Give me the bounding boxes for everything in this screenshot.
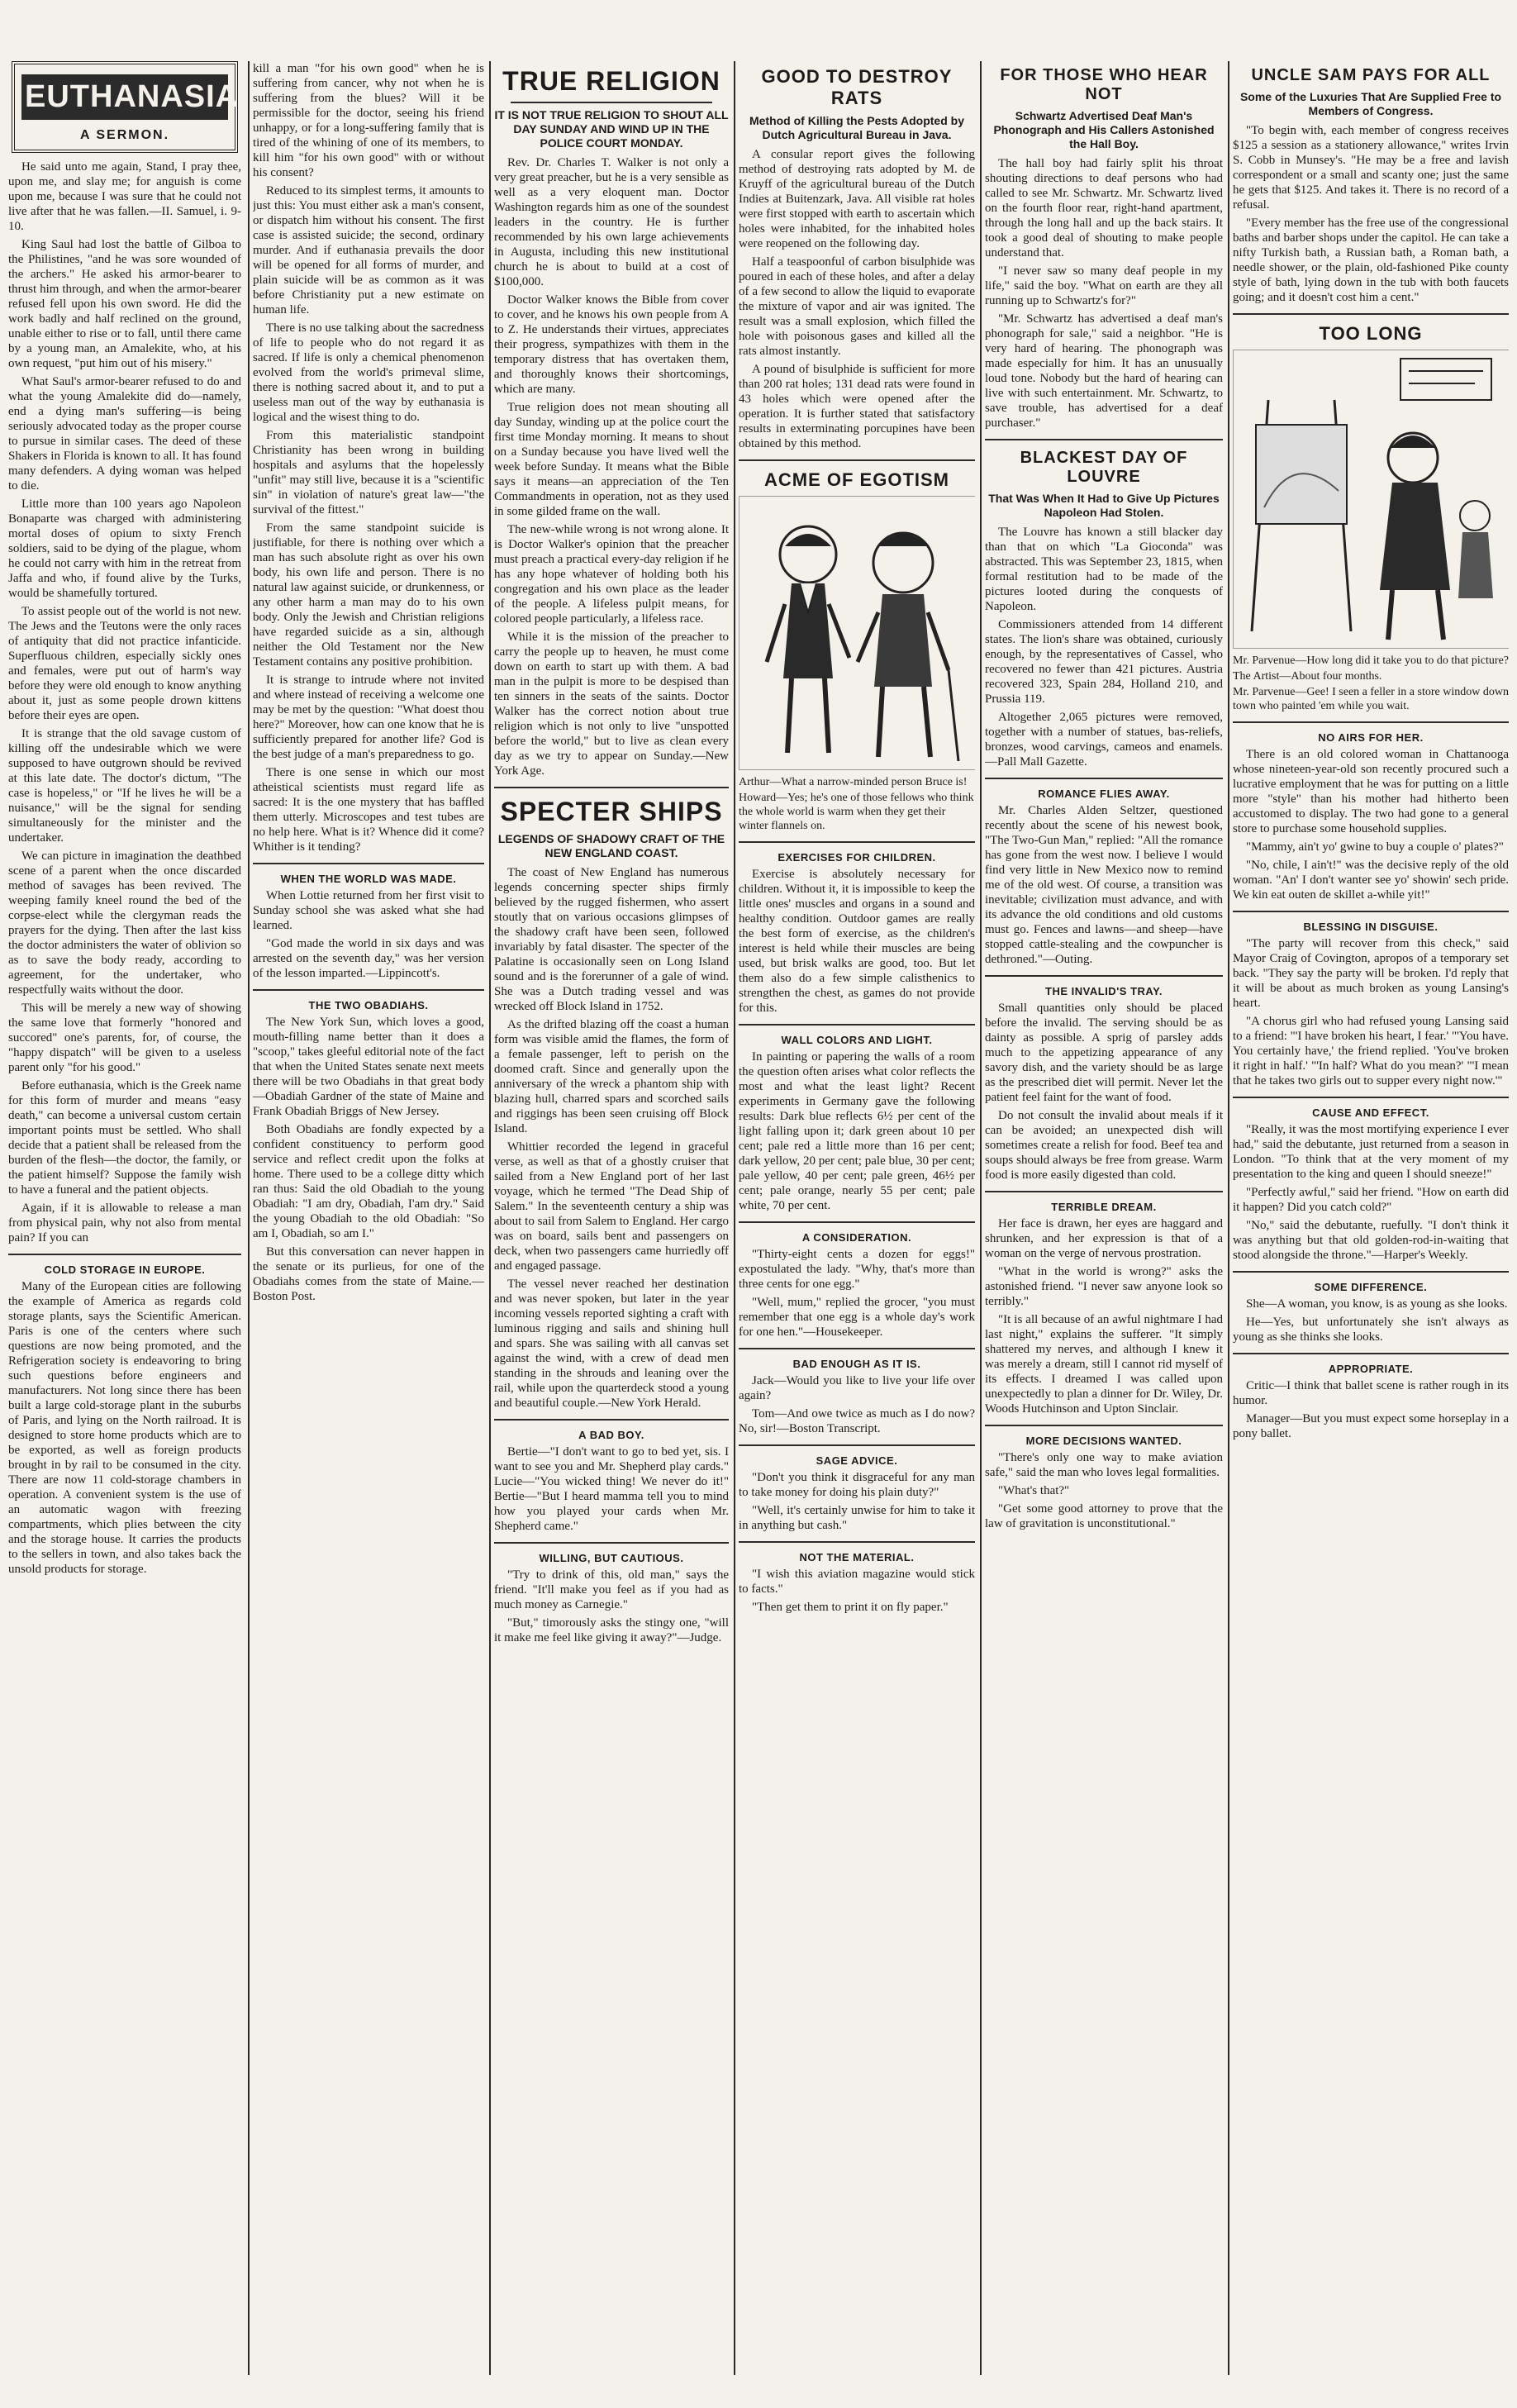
article-paragraph: To assist people out of the world is not new. The Jews and the Teutons were the only races of antiquity that did not practice infanticide. Superfluous children, especially sickly ones and females, were put out of harm's way before they were old enough to know anything about it, just as some people drown kittens before their eyes are open.	[8, 605, 241, 722]
section-divider	[511, 102, 712, 103]
section-divider	[739, 1541, 975, 1543]
romance-heading: ROMANCE FLIES AWAY.	[1038, 788, 1170, 800]
article-paragraph: There is an old colored woman in Chattanooga whose nineteen-year-old son recently procured such a lucrative employment that he was for putting on a little more "style" than his mother had hitherto been accustomed to display. The two had gone to a general store to purchase some household supplies.	[1233, 748, 1509, 835]
cartoon-caption: Howard—Yes; he's one of those fellows who think the whole world is warm when they get their winter flannels on.	[739, 792, 974, 832]
section-divider	[253, 989, 484, 991]
column-4	[739, 61, 975, 2391]
article-paragraph: "Mr. Schwartz has advertised a deaf man's phonograph for sale," said a neighbor. "He is very hard of hearing. The phonograph was made especially for him. It has an unusually loud tone. Nobody but the hard of hearing can live with such entertainment. Mr. Schwartz, to save trouble, has advertised for a deaf purchaser."	[985, 312, 1223, 430]
too-long-headline: TOO LONG	[1319, 323, 1423, 344]
article-paragraph: "The party will recover from this check," said Mayor Craig of Covington, apropos of a temporary set back. "They say the party will be broken. I'd reply that it will be about as much broken as young Lansing's heart.	[1233, 937, 1509, 1010]
rats-subhead: Method of Killing the Pests Adopted by Dutch Agricultural Bureau in Java.	[749, 114, 965, 141]
column-1	[8, 61, 241, 2391]
article-paragraph: "Mammy, ain't yo' gwine to buy a couple o' plates?"	[1246, 840, 1504, 854]
article-paragraph: While it is the mission of the preacher to carry the people up to heaven, he must come down on earth to start up with them. A bad man in the pulpit is more to be despised than ten sinners in the seats of the saints. Doctor Walker has the correct notion about true religion which is not only to live "unspotted before the world," but to live as clean every day as we try to appear on Sunday.—New York Age.	[494, 631, 729, 778]
article-paragraph: Her face is drawn, her eyes are haggard and shrunken, and her expression is that of a woman on the verge of nervous prostration.	[985, 1217, 1223, 1260]
cartoon-caption: Mr. Parvenue—Gee! I seen a feller in a store window down town who painted 'em while you wait.	[1233, 686, 1509, 712]
article-paragraph: "There's only one way to make aviation safe," said the man who loves legal formalities.	[985, 1451, 1223, 1479]
hear-not-subhead: Schwartz Advertised Deaf Man's Phonograph and His Callers Astonished the Hall Boy.	[993, 109, 1215, 150]
section-divider	[739, 841, 975, 843]
article-paragraph: Exercise is absolutely necessary for children. Without it, it is impossible to keep the little ones' muscles and organs in a sound and healthy condition. Outdoor games are really the best form of exercise, as the children's interest is held while their muscles are being used, but brisk walks are good, too. But let them also do a few simple calisthenics to strengthen the chest, as games do not provide for this.	[739, 868, 975, 1015]
exercises-heading: EXERCISES FOR CHILDREN.	[778, 851, 936, 864]
article-paragraph: She—A woman, you know, is as young as she looks.	[1246, 1297, 1508, 1311]
section-divider	[985, 1425, 1223, 1426]
cause-effect-heading: CAUSE AND EFFECT.	[1312, 1106, 1429, 1119]
article-paragraph: "What in the world is wrong?" asks the astonished friend. "I never saw anyone look so terribly."	[985, 1265, 1223, 1308]
section-divider	[1233, 1097, 1509, 1098]
article-paragraph: "Well, mum," replied the grocer, "you must remember that one egg is a whole day's work for one hen."—Housekeeper.	[739, 1296, 975, 1339]
article-paragraph: Many of the European cities are following the example of America as regards cold storage plants, says the Scientific American. Paris is one of the centers where such questions are now being promoted, and the Refrigeration society is endeavoring to bring such questions before engineers and manufacturers. Not long since there has been built a large cold-storage plant in the suburbs of Paris, and lying on the North railroad. It is designed to store home products which are to be exported, as well as foreign products brought in by rail to be consumed in the city. There are now 11 cold-storage chambers in operation. A convenient system is the use of an automatic wagon with freezing compartments, which plies between the city and the storage house. It carries the products to the sellers in town, and also takes back the unsold products for storage.	[8, 1280, 241, 1576]
column-rule	[980, 61, 982, 2375]
article-paragraph: As the drifted blazing off the coast a human form was visible amid the flames, the form of a female passenger, left to perish on the doomed craft. Since and generally upon the anniversary of the wreck a phantom ship with blazing hull, charred spars and scorched sails and riggings has been seen cruising off Block Island.	[494, 1018, 729, 1135]
article-paragraph: True religion does not mean shouting all day Sunday, winding up at the police court the first time Monday morning. It means to shout on a Sunday because you have lived well the week before Sunday. It means what the Bible says it means—an appreciation of the Ten Commandments in operation, not as they used in some gilded frame on the wall.	[494, 401, 729, 518]
invalid-tray-heading: THE INVALID'S TRAY.	[1045, 985, 1163, 997]
section-divider	[494, 1542, 729, 1544]
section-divider	[739, 1348, 975, 1349]
euthanasia-title: EUTHANASIA	[21, 74, 228, 120]
article-paragraph: It is strange that the old savage custom of killing off the undesirable which we were supposed to have outgrown should be revived at this late date. The doctor's dictum, "The case is hopeless," or "If he lives he will be a nuisance," will be the signal for sending simultaneously for the minister and the undertaker.	[8, 727, 241, 845]
euthanasia-subtitle: A SERMON.	[79, 128, 170, 142]
article-paragraph: Jack—Would you like to live your life over again?	[739, 1374, 975, 1402]
article-paragraph: Mr. Charles Alden Seltzer, questioned recently about the scene of his newest book, "The Two-Gun Man," replied: "All the romance has gone from the west now. I believe I would find very little in New Mexico now to remind me of the old west. Of course, a transition was inevitable; civilization must advance, and with its advance the old conditions and old customs must go. Fences and lawns—and sheep—have stopped cattle-stealing and the cowpuncher is dethroned."—Outing.	[985, 804, 1223, 966]
article-paragraph: "God made the world in six days and was arrested on the seventh day," was her version of the lesson imparted.—Lippincott's.	[253, 937, 484, 980]
article-paragraph: "Well, it's certainly unwise for him to take it in anything but cash."	[739, 1504, 975, 1532]
section-divider	[1233, 1353, 1509, 1354]
article-paragraph: The Louvre has known a still blacker day than that on which "La Gioconda" was abstracted. This was September 23, 1815, when formal restitution had to be made of the pictures looted during the conquests of Napoleon.	[985, 526, 1223, 613]
section-divider	[1233, 313, 1509, 315]
article-paragraph: Rev. Dr. Charles T. Walker is not only a very great preacher, but he is a very sensible as well as a very eloquent man. Doctor Washington regards him as one of the soundest leaders in the country. He is further recommended by his own large achievements in Augusta, including this new institutional church he is about to build at a cost of $100,000.	[494, 156, 729, 288]
section-divider	[1233, 1271, 1509, 1273]
column-6	[1233, 61, 1509, 2391]
article-paragraph: Small quantities only should be placed before the invalid. The serving should be as dainty as possible. A sprig of parsley adds much to the appetizing appearance of any savory dish, and the variety should be as large as the prescribed diet will permit. Never let the patient feel faint for the want of food.	[985, 1002, 1223, 1104]
article-paragraph: Tom—And owe twice as much as I do now? No, sir!—Boston Transcript.	[739, 1407, 975, 1435]
article-paragraph: This will be merely a new way of showing the same love that formerly "honored and succored" one's parents, for, of course, the "happy dispatch" will be given to a useless parent only "for his good."	[8, 1002, 241, 1074]
some-difference-heading: SOME DIFFERENCE.	[1314, 1281, 1428, 1293]
section-divider	[985, 975, 1223, 977]
column-rule	[248, 61, 250, 2375]
article-paragraph: We can picture in imagination the deathbed scene of a parent when the once discarded method of savages has been revived. The weeping family kneel round the bed of the corpse-elect while the clergyman reads the prayers for the dying. Then after the last kiss the doctor administers the water of oblivion so as to save the body ready, according to agreement, for the undertaker, who respectfully waits without the door.	[8, 849, 241, 997]
article-paragraph: "I wish this aviation magazine would stick to facts."	[739, 1568, 975, 1596]
article-paragraph: The vessel never reached her destination and was never spoken, but later in the year incoming vessels reported sighting a craft with luminous rigging and sails and shining hull and spars. She was sailing with all canvas set against the wind, with a crew of dead men standing in the shrouds and leaning over the rail, while upon the quarterdeck stood a young and beautiful couple.—New York Herald.	[494, 1278, 729, 1410]
specter-ships-headline: SPECTER SHIPS	[500, 797, 723, 826]
article-paragraph: When Lottie returned from her first visit to Sunday school she was asked what she had learned.	[253, 889, 484, 932]
article-paragraph: "Every member has the free use of the congressional baths and barber shops under the capitol. He can take a nifty Turkish bath, a Russian bath, a Roman bath, a needle shower, or the plain, old-fashioned Pike county style of bath, lying down in the tub with both faucets going; and it doesn't cost him a cent."	[1233, 217, 1509, 304]
section-divider	[1233, 911, 1509, 912]
article-paragraph: "Then get them to print it on fly paper."	[752, 1601, 949, 1614]
section-divider	[494, 1419, 729, 1421]
article-paragraph: Both Obadiahs are fondly expected by a confident constituency to perform good service and reflect credit upon the folks at home. There used to be a college ditty which ran thus: Said the old Obadiah to the young Obadiah: "I am dry, Obadiah, I'am dry." Said the young Obadiah to the old Obadiah: "So am I, Obadiah, so am I."	[253, 1123, 484, 1240]
column-rule	[489, 61, 491, 2375]
cold-storage-heading: COLD STORAGE IN EUROPE.	[44, 1263, 206, 1276]
article-paragraph: Whittier recorded the legend in graceful verse, as well as that of a ghostly cruiser that sailed from a New England port of her last voyage, which he termed "The Dead Ship of Salem." In the seventeenth century a ship was about to sail from Salem to England. Her cargo was on board, sails bent and passengers on deck, when two passengers came hurriedly off and engaged passage.	[494, 1140, 729, 1273]
article-paragraph: Altogether 2,065 pictures were removed, together with a number of statues, bas-reliefs, bronzes, wood carvings, cameos and enamels.—Pall Mall Gazette.	[985, 711, 1223, 769]
article-paragraph: "No, chile, I ain't!" was the decisive reply of the old woman. "An' I don't wanter see yo' showin' sech pride. We kin eat outen de skillet a-while yit!"	[1233, 859, 1509, 902]
section-divider	[253, 863, 484, 864]
column-5	[985, 61, 1223, 2391]
article-paragraph: From the same standpoint suicide is justifiable, for there is nothing over which a man has such absolute right as over his own body, his own life and person. There is no natural law against suicide, or drunkenness, or any other harm a man may do to his own body. Only the Jewish and Christian religions have regarded suicide as a sin, although neither the Old Testament nor the New Testament contains any positive prohibition.	[253, 521, 484, 669]
article-paragraph: A pound of bisulphide is sufficient for more than 200 rat holes; 131 dead rats were found in 43 holes which were opened after the operation. It is further stated that satisfactory results in exterminating porcupines have been obtained by this method.	[739, 363, 975, 450]
louvre-subhead: That Was When It Had to Give Up Pictures Napoleon Had Stolen.	[988, 492, 1220, 519]
obadiahs-heading: THE TWO OBADIAHS.	[308, 999, 429, 1011]
wall-colors-heading: WALL COLORS AND LIGHT.	[781, 1034, 933, 1046]
egotism-headline: ACME OF EGOTISM	[764, 469, 949, 490]
section-divider	[494, 787, 729, 788]
specter-ships-subhead: LEGENDS OF SHADOWY CRAFT OF THE NEW ENGLAND COAST.	[497, 832, 725, 859]
section-divider	[985, 778, 1223, 779]
terrible-dream-heading: TERRIBLE DREAM.	[1051, 1201, 1157, 1213]
sage-advice-heading: SAGE ADVICE.	[816, 1454, 898, 1467]
section-divider	[739, 1221, 975, 1223]
article-paragraph: kill a man "for his own good" when he is suffering from cancer, why not when he is suffering from the blues? Will it be permissible for the doctor, seeing his friend unhappy, or for a long-suffering family that is tired of the whining of one of its members, to kill him "for his own good" with or without his consent?	[253, 62, 484, 179]
euthanasia-heading-box	[12, 61, 238, 153]
article-paragraph: King Saul had lost the battle of Gilboa to the Philistines, "and he was sore wounded of the archers." He asked his armor-bearer to thrust him through, and when the armor-bearer refused fell upon his own sword. He did the work badly and half reclined on the ground, unable either to rise or to fall, until there came by a young man, an Amalekite, who, at his own request, "put him out of his misery."	[8, 238, 241, 370]
true-religion-headline: TRUE RELIGION	[502, 66, 720, 96]
hear-not-headline: FOR THOSE WHO HEAR NOT	[1000, 66, 1208, 103]
column-rule	[1228, 61, 1229, 2375]
article-paragraph: It is strange to intrude where not invited and where instead of receiving a welcome one may be met by the question: "What doest thou here?" Moreover, how can one know that he is sufficiently prepared for another life? God is the best judge of a man's preparedness to go.	[253, 673, 484, 761]
article-paragraph: The hall boy had fairly split his throat shouting directions to deaf persons who had called to see Mr. Schwartz. Mr. Schwartz lived on the fourth floor rear, right-hand apartment, through the long hall and up the back stairs. It took a good deal of shouting to make people understand that.	[985, 157, 1223, 259]
bad-enough-heading: BAD ENOUGH AS IT IS.	[792, 1358, 921, 1370]
decisions-heading: MORE DECISIONS WANTED.	[1025, 1435, 1182, 1447]
section-divider	[739, 1024, 975, 1026]
article-paragraph: The coast of New England has numerous legends concerning specter ships firmly believed by the rugged fishermen, who assert stoutly that on various occasions glimpses of the shadowy craft have been seen, followed invariably by fatal disaster. The specter of the Palatine is occasionally seen on Long Island sound and is the forerunner of a gale of wind. She was a Dutch trading vessel and was wrecked off Block Island in 1752.	[494, 866, 729, 1013]
appropriate-heading: APPROPRIATE.	[1328, 1363, 1414, 1375]
uncle-sam-subhead: Some of the Luxuries That Are Supplied Free to Members of Congress.	[1239, 90, 1502, 117]
section-divider	[985, 439, 1223, 440]
rats-headline: GOOD TO DESTROY RATS	[761, 66, 953, 108]
article-paragraph: "Thirty-eight cents a dozen for eggs!" expostulated the lady. "Why, that's more than three cents for one egg."	[739, 1248, 975, 1291]
section-divider	[985, 1191, 1223, 1192]
world-made-heading: WHEN THE WORLD WAS MADE.	[280, 873, 457, 885]
cartoon-caption: Arthur—What a narrow-minded person Bruce is!	[739, 776, 968, 788]
true-religion-subhead: IT IS NOT TRUE RELIGION TO SHOUT ALL DAY SUNDAY AND WIND UP IN THE POLICE COURT MONDAY.	[494, 108, 729, 150]
article-paragraph: "Really, it was the most mortifying experience I ever had," said the debutante, just returned from a season in London. "To think that at the very moment of my presentation to the king and queen I should sneeze!"	[1233, 1123, 1509, 1181]
article-paragraph: Again, if it is allowable to release a man from physical pain, why not also from mental pain? If you can	[8, 1202, 241, 1244]
article-paragraph: Commissioners attended from 14 different states. The lion's share was obtained, curiously enough, by the representatives of Cassel, who recovered no fewer than 421 pictures. Austria recovered 323, Spain 284, Holland 210, and Prussia 119.	[985, 618, 1223, 706]
article-paragraph: But this conversation can never happen in the senate or its purlieus, for one of the Obadiahs comes from the state of Maine.—Boston Post.	[253, 1245, 484, 1303]
article-paragraph: "A chorus girl who had refused young Lansing said to a friend: "'I have broken his heart, I fear.' "'You have. You certainly have,' the friend replied. 'You've broken it right in half.' "'In half? What do you mean?' "'I mean that he takes two girls out to supper every night now.'"	[1233, 1015, 1509, 1087]
willing-cautious-heading: WILLING, BUT CAUTIOUS.	[539, 1552, 684, 1564]
cartoon-caption: The Artist—About four months.	[1233, 670, 1382, 683]
article-paragraph: The new-while wrong is not wrong alone. It is Doctor Walker's opinion that the preacher must preach a practical every-day religion if he has any hope whatever of holding both his congregation and his own place as the leader of the people. A lifeless pulpit means, for colored people particularly, a lifeless race.	[494, 523, 729, 626]
article-paragraph: A consular report gives the following method of destroying rats adopted by M. de Kruyff of the agricultural bureau of the Dutch Indies at Buitenzark, Java. All visible rat holes were first stopped with earth to ascertain which holes were inhabited, for the inhabited holes were reopened on the following day.	[739, 148, 975, 250]
article-paragraph: Reduced to its simplest terms, it amounts to just this: You must either ask a man's consent, or dispatch him without his consent. The first case is assisted suicide; the second, ordinary murder. And if euthanasia prevails the door will be opened for all forms of murder, and plain suicide will be as common as it was before Christianity put a new estimate on human life.	[253, 184, 484, 316]
article-paragraph: The New York Sun, which loves a good, mouth-filling name better than it does a "scoop," takes gleeful editorial note of the fact that when the United States senate next meets there will be two Obadiahs in that great body—Obadiah Gardner of the state of Maine and Frank Obadiah Briggs of New Jersey.	[253, 1016, 484, 1118]
cartoon-caption: Mr. Parvenue—How long did it take you to do that picture?	[1233, 654, 1509, 667]
section-divider	[8, 1254, 241, 1255]
article-paragraph: "No," said the debutante, ruefully. "I don't think it was anything but that old golden-rod-in-waiting that stood alongside the throne."—Harper's Weekly.	[1233, 1219, 1509, 1262]
louvre-headline: BLACKEST DAY OF LOUVRE	[1020, 449, 1188, 486]
article-paragraph: There is no use talking about the sacredness of life to people who do not regard it as sacred. If life is only a chemical phenomenon evolved from the world's primeval slime, there is nothing sacred about it, and to put a useless man out of the way by euthanasia is logical and the wisest thing to do.	[253, 321, 484, 424]
column-2	[253, 61, 484, 2391]
no-airs-heading: NO AIRS FOR HER.	[1318, 731, 1424, 744]
article-paragraph: Bertie—"I don't want to go to bed yet, sis. I want to see you and Mr. Shepherd play cards." Lucie—"You wicked thing! We never do it!" Bertie—"But I heard mamma tell you to mind how you played your cards when Mr. Shepherd came."	[494, 1445, 729, 1533]
article-paragraph: "What's that?"	[998, 1484, 1070, 1497]
article-paragraph: He said unto me again, Stand, I pray thee, upon me, and slay me; for anguish is come upon me, because I was sure that he could not live after that he was fallen.—II. Samuel, i. 9-10.	[8, 160, 241, 233]
column-rule	[734, 61, 735, 2375]
article-paragraph: Doctor Walker knows the Bible from cover to cover, and he knows his own people from A to Z. He understands their virtues, appreciates their progress, sympathizes with them in the temporary distress that has overtaken them, and thoroughly knows their shortcomings, which are many.	[494, 293, 729, 396]
article-paragraph: He—Yes, but unfortunately she isn't always as young as she thinks she looks.	[1233, 1316, 1509, 1344]
egotism-cartoon-image	[739, 496, 975, 770]
article-paragraph: Do not consult the invalid about meals if it can be avoided; an unexpected dish will sometimes create a relish for food. Beef tea and soups should always be free from grease. Warm food is more easily digested than cold.	[985, 1109, 1223, 1182]
article-paragraph: Half a teaspoonful of carbon bisulphide was poured in each of these holes, and after a delay of a few second to allow the liquid to evaporate the mixture of vapor and air was ignited. The result was a small explosion, which filled the hole with poisonous gases and killed all the rats almost instantly.	[739, 255, 975, 358]
article-paragraph: Manager—But you must expect some horseplay in a pony ballet.	[1233, 1412, 1509, 1440]
article-paragraph: Before euthanasia, which is the Greek name for this form of murder and means "easy death," can become a universal custom certain important points must be settled. Who shall decide that a patient shall be released from the burden of the flesh—the doctor, the family, or the patient himself? Suppose the family wish to have a funeral and the patient objects.	[8, 1079, 241, 1197]
consideration-heading: A CONSIDERATION.	[801, 1231, 912, 1244]
article-paragraph: "Try to drink of this, old man," says the friend. "It'll make you feel as if you had as much money as Carnegie."	[494, 1568, 729, 1611]
article-paragraph: From this materialistic standpoint Christianity has been wrong in building hospitals and asylums that the hopelessly "unfit" may still live, because it is a "scientific sin" in violation of nature's great law—"the survival of the fittest."	[253, 429, 484, 516]
article-paragraph: "To begin with, each member of congress receives $125 a session as a stationery allowance," writes Irvin S. Cobb in Munsey's. "He may be a free and lavish correspondent or a small and scanty one; just the same he gets that $125. And takes it. There is no record of a refusal.	[1233, 124, 1509, 212]
article-paragraph: "But," timorously asks the stingy one, "will it make me feel like giving it away?"—Judge.	[494, 1616, 729, 1644]
section-divider	[739, 1444, 975, 1446]
article-paragraph: "It is all because of an awful nightmare I had last night," explains the sufferer. "It simply shattered my nerves, and although I knew it was merely a dream, still I cannot rid myself of its effects. I dreamed I was called upon unexpectedly to plan a dinner for Dr. Wiley, Dr. Woods Hutchinson and Upton Sinclair.	[985, 1313, 1223, 1416]
article-paragraph: What Saul's armor-bearer refused to do and what the young Amalekite did do—namely, end a dying man's suffering—is being seriously advocated today as the proper course to pursue in similar cases. The deed of these Shakers in Florida is known to all. It has found many defenders. A dying woman was helped to die.	[8, 375, 241, 493]
article-paragraph: There is one sense in which our most atheistical scientists must regard life as sacred: It is the one mystery that has baffled them utterly. Microscopes and test tubes are no help here. What is it? Whence did it come? Whither is it tending?	[253, 766, 484, 854]
article-paragraph: Little more than 100 years ago Napoleon Bonaparte was charged with administering mortal doses of opium to sixty French soldiers, said to be dying of the plague, whom he could not carry with him in the retreat from Jaffa and who, if found alive by the Turks, would be shamefully tortured.	[8, 497, 241, 600]
uncle-sam-headline: UNCLE SAM PAYS FOR ALL	[1251, 66, 1491, 84]
article-paragraph: "Don't you think it disgraceful for any man to take money for doing his plain duty?"	[739, 1471, 975, 1499]
bad-boy-heading: A BAD BOY.	[578, 1429, 644, 1441]
section-divider	[739, 459, 975, 461]
too-long-cartoon-image	[1233, 350, 1509, 649]
article-paragraph: "I never saw so many deaf people in my life," said the boy. "What on earth are they all running up to Schwartz's for?"	[985, 264, 1223, 307]
section-divider	[1233, 721, 1509, 723]
article-paragraph: In painting or papering the walls of a room the question often arises what color reflects the most and what the least light? Recent experiments in Germany gave the following results: Dark blue reflects 6½ per cent of the light falling upon it; dark green about 10 per cent; pale red a little more than 16 per cent; dark yellow, 20 per cent; pale blue, 30 per cent; pale yellow, 40 per cent; pale green, 46½ per cent; pale orange, nearly 55 per cent; pale white, 70 per cent.	[739, 1050, 975, 1212]
column-3	[494, 61, 729, 2391]
article-paragraph: "Get some good attorney to prove that the law of gravitation is unconstitutional."	[985, 1502, 1223, 1530]
article-paragraph: "Perfectly awful," said her friend. "How on earth did it happen? Did you catch cold?"	[1233, 1186, 1509, 1214]
article-paragraph: Critic—I think that ballet scene is rather rough in its humor.	[1233, 1379, 1509, 1407]
blessing-heading: BLESSING IN DISGUISE.	[1303, 921, 1439, 933]
not-material-heading: NOT THE MATERIAL.	[799, 1551, 915, 1563]
